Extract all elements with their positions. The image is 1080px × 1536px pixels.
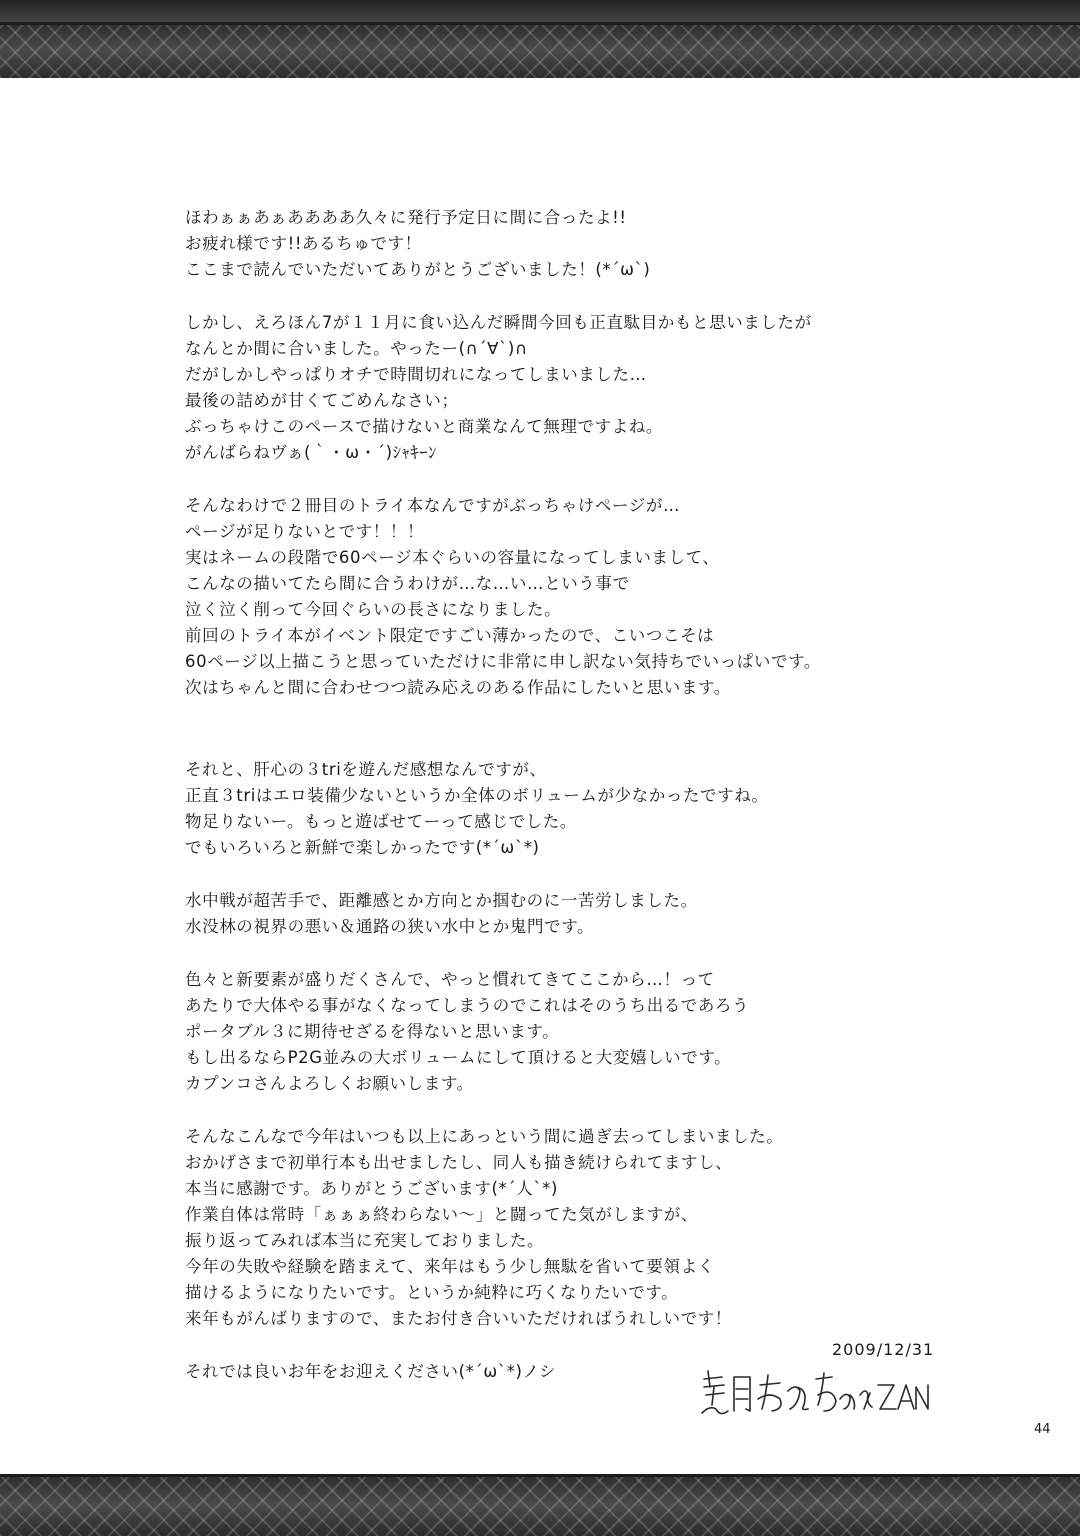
- text-line: 最後の詰めが甘くてごめんなさい；: [185, 391, 459, 410]
- text-line: ぶっちゃけこのペースで描けないと商業なんて無理ですよね。: [185, 417, 663, 436]
- text-line: カプンコさんよろしくお願いします。: [185, 1074, 474, 1093]
- text-line: 今年の失敗や経験を踏まえて、来年はもう少し無駄を省いて要領よく: [185, 1257, 715, 1276]
- text-line: 色々と新要素が盛りだくさんで、やっと慣れてきてここから…！って: [185, 970, 715, 989]
- text-line: それと、肝心の３triを遊んだ感想なんですが、: [185, 760, 547, 779]
- text-line: 物足りないー。もっと遊ばせてーって感じでした。: [185, 812, 577, 831]
- text-line: 振り返ってみれば本当に充実しておりました。: [185, 1231, 545, 1250]
- paragraph-gap: [185, 701, 975, 757]
- text-line: あたりで大体やる事がなくなってしまうのでこれはそのうち出るであろう: [185, 996, 750, 1015]
- text-line: 60ページ以上描こうと思っていただけに非常に申し訳ない気持ちでいっぱいです。: [185, 652, 821, 671]
- text-line: 前回のトライ本がイベント限定ですごい薄かったので、こいつこそは: [185, 626, 715, 645]
- text-line: だがしかしやっぱりオチで時間切れになってしまいました…: [185, 365, 647, 384]
- text-line: 実はネームの段階で60ページ本ぐらいの容量になってしまいまして、: [185, 548, 720, 567]
- text-line: 作業自体は常時「ぁぁぁ終わらない～」と闘ってた気がしますが、: [185, 1205, 698, 1224]
- text-line: もし出るならP2G並みの大ボリュームにして頂けると大変嬉しいです。: [185, 1048, 732, 1067]
- text-line: ほわぁぁあぁああああ久々に発行予定日に間に合ったよ!!: [185, 208, 627, 227]
- paragraph: [185, 757, 975, 861]
- paragraph: [185, 888, 975, 940]
- paragraph-gap: [185, 283, 975, 310]
- handwritten-signature: [700, 1365, 930, 1425]
- afterword-text: [185, 205, 975, 1385]
- text-line: こんなの描いてたら間に合うわけが…な…い…という事で: [185, 574, 630, 593]
- paragraph: [185, 967, 975, 1097]
- text-line: 水没林の視界の悪い＆通路の狭い水中とか鬼門です。: [185, 917, 595, 936]
- text-line: 描けるようになりたいです。というか純粋に巧くなりたいです。: [185, 1283, 679, 1302]
- text-line: お疲れ様です!!あるちゅです！: [185, 234, 422, 253]
- text-line: ここまで読んでいただいてありがとうございました！(*´ω`): [185, 260, 651, 279]
- paragraph: [185, 310, 975, 466]
- text-line: がんばらねヴぁ(｀・ω・´)ｼｬｷｰﾝ: [185, 443, 437, 462]
- paragraph-gap: [185, 1097, 975, 1124]
- paragraph-gap: [185, 940, 975, 967]
- text-line: それでは良いお年をお迎えください(*´ω`*)ノシ: [185, 1362, 557, 1381]
- text-line: 本当に感謝です。ありがとうございます(*´人`*): [185, 1179, 559, 1198]
- text-line: 水中戦が超苦手で、距離感とか方向とか掴むのに一苦労しました。: [185, 891, 698, 910]
- text-line: ページが足りないとです！！！: [185, 522, 425, 541]
- text-line: そんなわけで２冊目のトライ本なんですがぶっちゃけページが…: [185, 496, 681, 515]
- paragraph: [185, 1124, 975, 1332]
- paragraph-gap: [185, 466, 975, 493]
- paragraph-gap: [185, 861, 975, 888]
- text-line: なんとか間に合いました。やったー(∩´∀`)∩: [185, 339, 528, 358]
- text-line: でもいろいろと新鮮で楽しかったです(*´ω`*): [185, 838, 540, 857]
- bottom-decorative-border: [0, 1474, 1080, 1536]
- paragraph: [185, 205, 975, 283]
- text-line: しかし、えろほん7が１１月に食い込んだ瞬間今回も正直駄目かもと思いましたが: [185, 313, 812, 332]
- text-line: 正直３triはエロ装備少ないというか全体のボリュームが少なかったですね。: [185, 786, 769, 805]
- text-line: 泣く泣く削って今回ぐらいの長さになりました。: [185, 600, 562, 619]
- paragraph: [185, 493, 975, 701]
- date: 2009/12/31: [832, 1340, 935, 1359]
- text-line: そんなこんなで今年はいつも以上にあっという間に過ぎ去ってしまいました。: [185, 1127, 784, 1146]
- page-number: 44: [1034, 1422, 1051, 1437]
- text-line: おかげさまで初単行本も出せましたし、同人も描き続けられてますし、: [185, 1153, 733, 1172]
- text-line: 来年もがんばりますので、またお付き合いいただければうれしいです！: [185, 1309, 732, 1328]
- top-decorative-border: [0, 22, 1080, 78]
- text-line: ポータブル３に期待せざるを得ないと思います。: [185, 1022, 560, 1041]
- text-line: 次はちゃんと間に合わせつつ読み応えのある作品にしたいと思います。: [185, 678, 731, 697]
